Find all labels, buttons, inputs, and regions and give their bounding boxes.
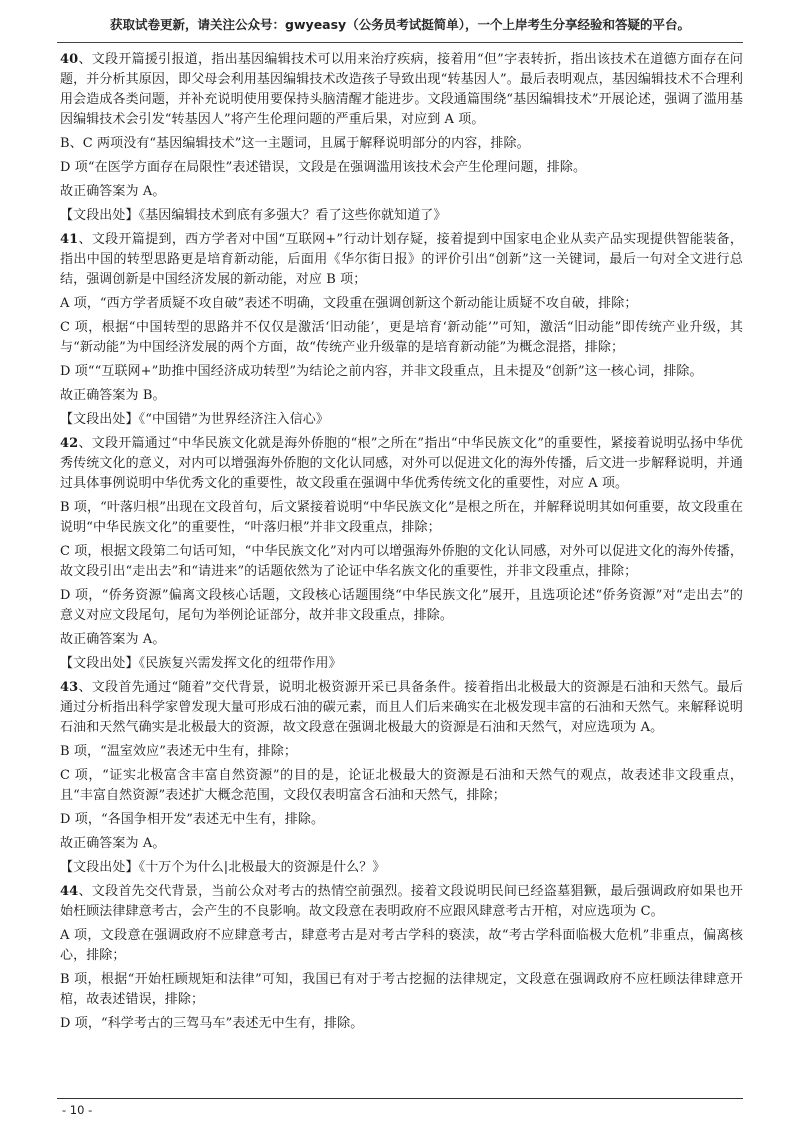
option-analysis: D 项“在医学方面存在局限性”表述错误，文段是在强调滥用该技术会产生伦理问题，排除。 [60, 160, 587, 175]
header-banner: 获取试卷更新，请关注公众号：gwyeasy（公务员考试挺简单），一个上岸考生分享经验和答疑的平台。 [110, 17, 690, 32]
question-40-paragraph [60, 50, 743, 130]
source-line: 【文段出处】《基因编辑技术到底有多强大？看了这些你就知道了》 [60, 208, 447, 223]
option-analysis: B、C 两项没有“基因编辑技术”这一主题词，且属于解释说明部分的内容，排除。 [60, 136, 530, 151]
question-41-paragraph [60, 230, 743, 290]
header-divider [57, 42, 743, 43]
question-number: 41 [60, 232, 79, 247]
question-text: 、文段开篇通过“中华民族文化就是海外侨胞的“根”之所在”指出“中华民族文化”的重要性，紧接着说明弘扬中华优秀传统文化的意义，对内可以增强海外侨胞的文化认同感，对外可以促进文化的海外传播，后文进一步解释说明，并通过具体事例说明中华优秀文化的重要性，故文段重在强调中华优秀传统文化的重要性，对应 A 项。 [60, 436, 743, 491]
question-number: 44 [60, 884, 79, 899]
option-analysis: D 项，“各国争相开发”表述无中生有，排除。 [60, 812, 325, 827]
question-text: 、文段开篇提到，西方学者对中国“互联网+”行动计划存疑，接着提到中国家电企业从卖产品实现提供智能装备，指出中国的转型思路更是培育新动能，后面用《华尔街日报》的评价引出“创新”这一关键词，最后一句对全文进行总结，强调创新是中国经济发展的新动能，对应 B 项； [60, 232, 743, 287]
option-analysis: A 项，文段意在强调政府不应肆意考古，肆意考古是对考古学科的亵渎，故“考古学科面临极大危机”非重点，偏离核心，排除； [60, 928, 743, 963]
answer-explanations [60, 50, 743, 1038]
option-analysis: B 项，根据“开始枉顾规矩和法律”可知，我国已有对于考古挖掘的法律规定，文段意在强调政府不应枉顾法律肆意开棺，故表述错误，排除； [60, 972, 743, 1007]
option-analysis: D 项““互联网+”助推中国经济成功转型”为结论之前内容，并非文段重点，且未提及“创新”这一核心词，排除。 [60, 364, 703, 379]
option-analysis: C 项，根据文段第二句话可知，“中华民族文化”对内可以增强海外侨胞的文化认同感，对外可以促进文化的海外传播，故文段引出“走出去”和“请进来”的话题依然为了论证中华名族文化的重要性，并非文段重点，排除； [60, 544, 743, 579]
question-text: 、文段开篇援引报道，指出基因编辑技术可以用来治疗疾病，接着用“但”字表转折，指出该技术在道德方面存在问题，并分析其原因，即父母会利用基因编辑技术改造孩子导致出现“转基因人”。最后表明观点，基因编辑技术不合理利用会造成各类问题，并补充说明使用要保持头脑清醒才能进步。文段通篇围绕“基因编辑技术”开展论述，强调了滥用基因编辑技术会引发“转基因人”将产生伦理问题的严重后果，对应到 A 项。 [60, 52, 743, 127]
source-line: 【文段出处】《十万个为什么|北极最大的资源是什么？》 [60, 860, 386, 875]
option-analysis: C 项，“证实北极富含丰富自然资源”的目的是，论证北极最大的资源是石油和天然气的观点，故表述非文段重点，且“丰富自然资源”表述扩大概念范围，文段仅表明富含石油和天然气，排除； [60, 768, 743, 803]
option-analysis: B 项，“温室效应”表述无中生有，排除； [60, 744, 297, 759]
option-analysis: B 项，“叶落归根”出现在文段首句，后文紧接着说明“中华民族文化”是根之所在，并解释说明其如何重要，故文段重在说明“中华民族文化”的重要性，“叶落归根”并非文段重点，排除； [60, 500, 743, 535]
question-number: 40 [60, 52, 79, 67]
source-line: 【文段出处】《“中国错”为世界经济注入信心》 [60, 412, 329, 427]
answer-line: 故正确答案为 B。 [60, 388, 166, 403]
question-number: 42 [60, 436, 79, 451]
footer-divider [57, 1098, 743, 1099]
question-44-paragraph [60, 882, 743, 922]
option-analysis: C 项，根据“中国转型的思路并不仅仅是激活‘旧动能’，更是培育‘新动能’”可知，激活“旧动能”即传统产业升级，其与“新动能”为中国经济发展的两个方面，故“传统产业升级靠的是培育新动能”为概念混搭，排除； [60, 320, 743, 355]
question-text: 、文段首先交代背景，当前公众对考古的热情空前强烈。接着文段说明民间已经盗墓猖獗，最后强调政府如果也开始枉顾法律肆意考古，会产生的不良影响。故文段意在表明政府不应跟风肆意考古开棺，对应选项为 C。 [60, 884, 743, 919]
option-analysis: D 项，“侨务资源”偏离文段核心话题，文段核心话题围绕“中华民族文化”展开，且选项论述“侨务资源”对“走出去”的意义对应文段尾句，尾句为举例论证部分，故并非文段重点，排除。 [60, 588, 743, 623]
answer-line: 故正确答案为 A。 [60, 836, 166, 851]
source-line: 【文段出处】《民族复兴需发挥文化的纽带作用》 [60, 656, 342, 671]
question-42-paragraph [60, 434, 743, 494]
question-43-paragraph [60, 678, 743, 738]
answer-line: 故正确答案为 A。 [60, 632, 166, 647]
question-text: 、文段首先通过“随着”交代背景，说明北极资源开采已具备条件。接着指出北极最大的资源是石油和天然气。最后通过分析指出科学家曾发现大量可形成石油的碳元素，而且人们后来确实在北极发现丰富的石油和天然气。来解释说明石油和天然气确实是北极最大的资源，故文段意在强调北极最大的资源是石油和天然气，对应选项为 A。 [60, 680, 743, 735]
question-number: 43 [60, 680, 79, 695]
page-number: - 10 - [62, 1103, 93, 1117]
answer-line: 故正确答案为 A。 [60, 184, 166, 199]
option-analysis: D 项，“科学考古的三驾马车”表述无中生有，排除。 [60, 1016, 364, 1031]
option-analysis: A 项，“西方学者质疑不攻自破”表述不明确，文段重在强调创新这个新动能让质疑不攻自破，排除； [60, 296, 638, 311]
